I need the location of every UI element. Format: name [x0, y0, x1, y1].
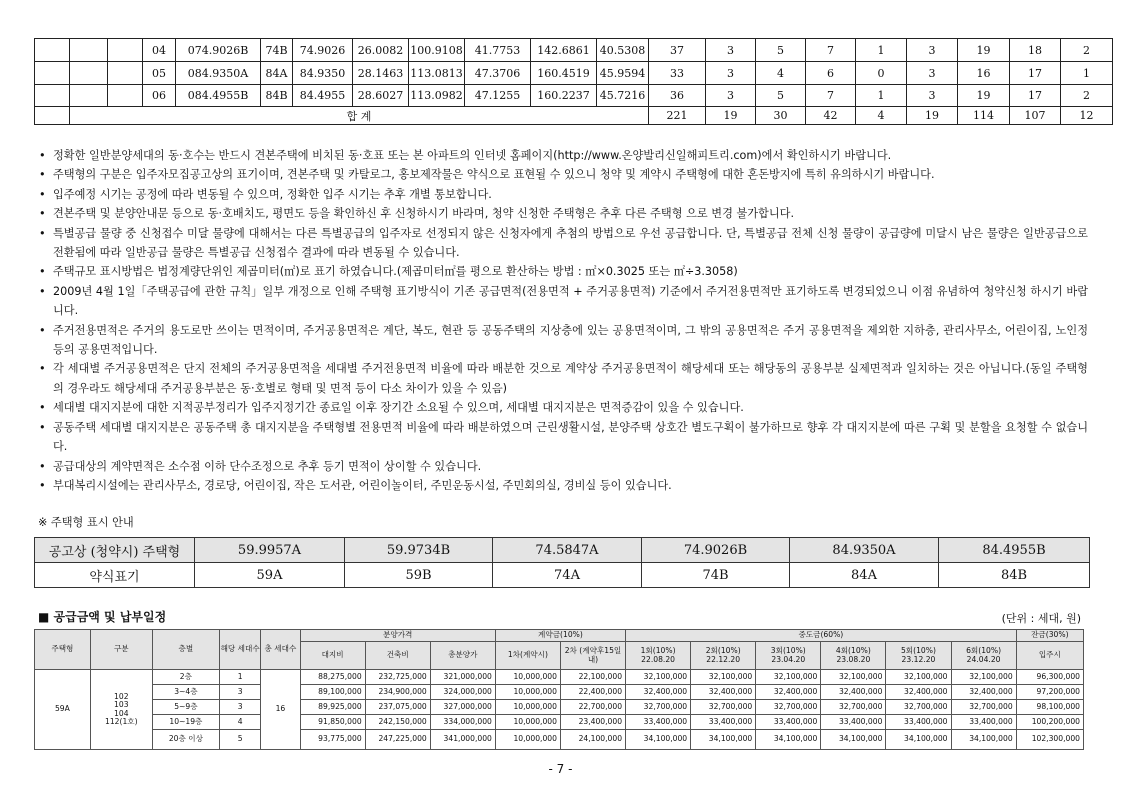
mid-cell: 32,700,000 [951, 700, 1016, 715]
header-mid-payment [821, 642, 886, 670]
supply-cell: 084.4955B [176, 85, 261, 107]
type-guide-cell: 84.4955B [939, 538, 1090, 563]
header-price-group: 분양가격 [300, 630, 495, 642]
units-cell: 4 [219, 715, 260, 730]
supply-cell: 160.2237 [531, 85, 597, 107]
bullet-icon: • [39, 401, 46, 415]
note-item [38, 146, 1088, 165]
mid-cell: 32,700,000 [756, 700, 821, 715]
note-text: 주택형의 구분은 입주자모집공고상의 표기이며, 견본주택 및 카탈로그, 홍보제작물은 약식으로 표현될 수 있으니 청약 및 계약시 주택형에 대한 혼돈방지에 특히 유의하시기 바랍니다. [53, 168, 935, 182]
mid-cell: 32,700,000 [886, 700, 951, 715]
supply-cell: 84.4955 [293, 85, 353, 107]
header-mid-payment [756, 642, 821, 670]
mid-cell: 33,400,000 [691, 715, 756, 730]
total-cell: 327,000,000 [430, 700, 495, 715]
supply-cell: 3 [907, 39, 958, 62]
note-item [38, 282, 1088, 321]
note-text: 세대별 대지지분에 대한 지적공부정리가 입주지정기간 종료일 이후 장기간 소요될 수 있으며, 세대별 대지지분은 면적증감이 있을 수 있습니다. [53, 401, 744, 415]
header-mid-payment [886, 642, 951, 670]
floor-cell: 2층 [152, 670, 219, 685]
header-mid-payment [691, 642, 756, 670]
type-guide-cell: 84B [939, 563, 1090, 588]
c2-cell: 24,100,000 [560, 730, 625, 750]
total-cell: 12 [1061, 107, 1113, 125]
supply-cell: 47.3706 [465, 62, 531, 85]
supply-cell: 19 [958, 85, 1010, 107]
note-item [38, 457, 1088, 476]
blank-cell [70, 85, 108, 107]
type-guide-cell: 84.9350A [790, 538, 939, 563]
mid-cell: 34,100,000 [886, 730, 951, 750]
supply-cell: 17 [1010, 85, 1061, 107]
supply-cell: 04 [143, 39, 176, 62]
note-item [38, 185, 1088, 204]
c2-cell: 23,400,000 [560, 715, 625, 730]
mid-cell: 33,400,000 [951, 715, 1016, 730]
supply-cell: 3 [907, 85, 958, 107]
note-item [38, 262, 1088, 281]
bullet-icon: • [39, 207, 46, 221]
mid-cell: 33,400,000 [626, 715, 691, 730]
mid-cell: 33,400,000 [886, 715, 951, 730]
header-floor: 층별 [152, 630, 219, 670]
note-text: 주거전용면적은 주거의 용도로만 쓰이는 면적이며, 주거공용면적은 계단, 복도, 현관 등 공동주택의 지상층에 있는 공용면적이며, 그 밖의 공용면적은 주거 공용면적을 제외한 지하층, 관리사무소, 어린이집, 노인정 등의 공용면적입니다. [53, 323, 1088, 357]
blank-cell [35, 62, 70, 85]
mid-cell: 32,400,000 [951, 685, 1016, 700]
mid-date: 24.04.20 [966, 654, 1001, 664]
supply-cell: 100.9108 [409, 39, 465, 62]
supply-cell: 36 [649, 85, 706, 107]
total-label: 합 계 [70, 107, 649, 125]
total-cell: 341,000,000 [430, 730, 495, 750]
supply-cell: 37 [649, 39, 706, 62]
total-cell: 114 [958, 107, 1010, 125]
land-cell: 89,100,000 [300, 685, 365, 700]
type-guide-label: 약식표기 [35, 563, 195, 588]
note-text: 공동주택 세대별 대지지분은 공동주택 총 대지지분을 주택형별 전용면적 비율에 따라 배분하였으며 근린생활시설, 분양주택 상호간 별도구획이 불가하므로 향후 각 대지지분에 따른 구획 및 분할을 요청할 수 없습니다. [53, 420, 1088, 454]
price-header-row [35, 630, 1084, 642]
mid-cell: 32,100,000 [951, 670, 1016, 685]
blank-cell [35, 85, 70, 107]
mid-cell: 34,100,000 [756, 730, 821, 750]
total-cell: 221 [649, 107, 706, 125]
mid-cell: 34,100,000 [626, 730, 691, 750]
supply-cell: 3 [706, 39, 756, 62]
supply-cell: 84A [261, 62, 293, 85]
type-guide-cell: 59B [345, 563, 493, 588]
note-text: 공급대상의 계약면적은 소수점 이하 단수조정으로 추후 등기 면적이 상이할 수 있습니다. [53, 459, 482, 473]
floor-cell: 10~19층 [152, 715, 219, 730]
building-cell: 237,075,000 [365, 700, 430, 715]
note-text: 주택규모 표시방법은 법정계량단위인 제곱미터(㎡)로 표기 하였습니다.(제곱미터㎡를 평으로 환산하는 방법 : ㎡×0.3025 또는 ㎡÷3.3058) [53, 265, 738, 279]
c1-cell: 10,000,000 [495, 670, 560, 685]
total-cell: 4 [856, 107, 907, 125]
supply-cell: 18 [1010, 39, 1061, 62]
unit-label: (단위 : 세대, 원) [1001, 612, 1081, 625]
supply-table [34, 38, 1113, 125]
units-cell: 3 [219, 685, 260, 700]
mid-label: 3회(10%) [770, 645, 806, 655]
type-guide-cell: 59.9957A [195, 538, 345, 563]
notes-list [38, 146, 1088, 495]
mid-label: 1회(10%) [640, 645, 676, 655]
price-row [35, 685, 1084, 700]
mid-label: 4회(10%) [835, 645, 871, 655]
land-cell: 93,775,000 [300, 730, 365, 750]
supply-cell: 28.1463 [353, 62, 409, 85]
bullet-icon: • [39, 187, 46, 201]
note-text: 특별공급 물량 중 신청접수 미달 물량에 대해서는 다른 특별공급의 입주자로 선정되지 않은 신청자에게 추첨의 방법으로 우선 공급합니다. 단, 특별공급 전체 신청 물량이 공급량에 미달시 남은 물량은 일반공급으로 전환됨에 따라 일반공급 물량은 특별공급 신청접수 결과에 따라 변동될 수 있습니다. [53, 226, 1088, 260]
supply-cell: 3 [907, 62, 958, 85]
supply-cell: 26.0082 [353, 39, 409, 62]
note-text: 입주예정 시기는 공정에 따라 변동될 수 있으며, 정확한 입주 시기는 추후 개별 통보합니다. [53, 187, 492, 201]
mid-cell: 32,700,000 [626, 700, 691, 715]
note-item [38, 418, 1088, 457]
type-guide-table [34, 537, 1090, 588]
note-text: 정확한 일반분양세대의 동·호수는 반드시 견본주택에 비치된 동·호표 또는 본 아파트의 인터넷 홈페이지(http://www.온양발리신일해피트리.com)에서 확인하시기 바랍니다. [53, 149, 892, 162]
note-item [38, 165, 1088, 184]
supply-cell: 28.6027 [353, 85, 409, 107]
blank-cell [70, 62, 108, 85]
price-section-title: ■ 공급금액 및 납부일정 [38, 610, 167, 624]
header-mid-payment [951, 642, 1016, 670]
c1-cell: 10,000,000 [495, 685, 560, 700]
supply-cell: 3 [706, 62, 756, 85]
balance-cell: 96,300,000 [1016, 670, 1083, 685]
units-cell: 3 [219, 700, 260, 715]
total-cell: 19 [907, 107, 958, 125]
type-cell: 59A [35, 670, 91, 750]
units-cell: 5 [219, 730, 260, 750]
mid-cell: 34,100,000 [821, 730, 886, 750]
bullet-icon: • [39, 420, 46, 434]
bullet-icon: • [39, 478, 46, 492]
units-cell: 1 [219, 670, 260, 685]
supply-cell: 113.0982 [409, 85, 465, 107]
total-cell: 321,000,000 [430, 670, 495, 685]
supply-row [35, 85, 1113, 107]
supply-row [35, 62, 1113, 85]
type-guide-cell: 74.5847A [493, 538, 642, 563]
mid-cell: 32,100,000 [886, 670, 951, 685]
total-cell: 324,000,000 [430, 685, 495, 700]
building-cell: 247,225,000 [365, 730, 430, 750]
note-text: 견본주택 및 분양안내문 등으로 동·호배치도, 평면도 등을 확인하신 후 신청하시기 바라며, 청약 신청한 주택형은 추후 다른 주택형 으로 변경 불가합니다. [53, 207, 795, 221]
bullet-icon: • [39, 284, 46, 298]
header-contract-group: 계약금(10%) [495, 630, 625, 642]
supply-cell: 74.9026 [293, 39, 353, 62]
mid-label: 5회(10%) [900, 645, 936, 655]
note-item [38, 204, 1088, 223]
supply-cell: 05 [143, 62, 176, 85]
supply-cell: 17 [1010, 62, 1061, 85]
header-type: 주택형 [35, 630, 91, 670]
type-guide-cell: 59A [195, 563, 345, 588]
bullet-icon: • [39, 265, 46, 279]
supply-cell: 16 [958, 62, 1010, 85]
header-mid-group: 중도금(60%) [626, 630, 1017, 642]
supply-cell: 33 [649, 62, 706, 85]
mid-date: 22.12.20 [706, 654, 741, 664]
supply-cell: 40.5308 [597, 39, 649, 62]
note-item [38, 398, 1088, 417]
header-total-units: 총 세대수 [261, 630, 300, 670]
header-move-in: 입주시 [1016, 642, 1083, 670]
floor-cell: 20층 이상 [152, 730, 219, 750]
mid-cell: 33,400,000 [821, 715, 886, 730]
mid-cell: 33,400,000 [756, 715, 821, 730]
price-row [35, 730, 1084, 750]
type-guide-cell: 59.9734B [345, 538, 493, 563]
balance-cell: 102,300,000 [1016, 730, 1083, 750]
supply-cell: 1 [856, 85, 907, 107]
supply-cell: 84B [261, 85, 293, 107]
price-row [35, 700, 1084, 715]
blank-cell [108, 39, 143, 62]
blank-cell [70, 39, 108, 62]
supply-row [35, 39, 1113, 62]
blank-cell [35, 107, 70, 125]
balance-cell: 98,100,000 [1016, 700, 1083, 715]
supply-cell: 41.7753 [465, 39, 531, 62]
price-row [35, 670, 1084, 685]
supply-cell: 45.9594 [597, 62, 649, 85]
header-total-price: 총분양가 [430, 642, 495, 670]
bullet-icon: • [39, 149, 46, 162]
supply-cell: 6 [806, 62, 856, 85]
supply-cell: 1 [1061, 62, 1113, 85]
header-contract-1: 1차(계약시) [495, 642, 560, 670]
mid-date: 23.04.20 [771, 654, 806, 664]
c1-cell: 10,000,000 [495, 700, 560, 715]
total-cell: 30 [756, 107, 806, 125]
mid-cell: 32,100,000 [756, 670, 821, 685]
supply-cell: 19 [958, 39, 1010, 62]
total-row [35, 107, 1113, 125]
blank-cell [108, 85, 143, 107]
type-guide-cell: 74B [642, 563, 790, 588]
building-cell: 232,725,000 [365, 670, 430, 685]
price-table [34, 629, 1084, 750]
mid-cell: 34,100,000 [691, 730, 756, 750]
header-mid-payment [626, 642, 691, 670]
header-division: 구분 [90, 630, 152, 670]
type-guide-row [35, 538, 1090, 563]
note-item [38, 321, 1088, 360]
c2-cell: 22,400,000 [560, 685, 625, 700]
type-guide-label: 공고상 (청약시) 주택형 [35, 538, 195, 563]
floor-cell: 3~4층 [152, 685, 219, 700]
type-guide-cell: 74.9026B [642, 538, 790, 563]
total-cell: 107 [1010, 107, 1061, 125]
note-text: 각 세대별 주거공용면적은 단지 전체의 주거공용면적을 세대별 주거전용면적 비율에 따라 배분한 것으로 계약상 주거공용면적이 해당세대 또는 해당동의 공용부분 실제면적과 일치하는 것은 아닙니다.(동일 주택형의 경우라도 해당세대 주거공용부분은 동·호별로 형태 및 면적 등이 다소 차이가 있을 수 있음) [53, 362, 1088, 395]
mid-cell: 34,100,000 [951, 730, 1016, 750]
note-text: 2009년 4월 1일「주택공급에 관한 규칙」일부 개정으로 인해 주택형 표기방식이 기존 공급면적(전용면적 + 주거공용면적) 기준에서 주거전용면적만 표기하도록 변경되었으니 이점 유념하여 청약신청 하시기 바랍니다. [53, 284, 1088, 318]
total-units-cell: 16 [261, 670, 300, 750]
c1-cell: 10,000,000 [495, 730, 560, 750]
header-balance-group: 잔금(30%) [1016, 630, 1083, 642]
header-contract-2: 2차 (계약후15일내) [560, 642, 625, 670]
note-text: 부대복리시설에는 관리사무소, 경로당, 어린이집, 작은 도서관, 어린이놀이터, 주민운동시설, 주민회의실, 경비실 등이 있습니다. [53, 478, 672, 492]
supply-cell: 84.9350 [293, 62, 353, 85]
division-cell: 102 103 104 112(1호) [90, 670, 152, 750]
mid-cell: 32,400,000 [691, 685, 756, 700]
bullet-icon: • [39, 459, 46, 473]
land-cell: 89,925,000 [300, 700, 365, 715]
supply-cell: 74B [261, 39, 293, 62]
price-row [35, 715, 1084, 730]
bullet-icon: • [39, 323, 46, 337]
c2-cell: 22,700,000 [560, 700, 625, 715]
balance-cell: 97,200,000 [1016, 685, 1083, 700]
header-building: 건축비 [365, 642, 430, 670]
mid-cell: 32,400,000 [821, 685, 886, 700]
floor-cell: 5~9층 [152, 700, 219, 715]
supply-cell: 47.1255 [465, 85, 531, 107]
mid-label: 6회(10%) [966, 645, 1002, 655]
supply-cell: 7 [806, 39, 856, 62]
supply-cell: 1 [856, 39, 907, 62]
land-cell: 91,850,000 [300, 715, 365, 730]
supply-cell: 0 [856, 62, 907, 85]
total-cell: 19 [706, 107, 756, 125]
mid-cell: 32,400,000 [626, 685, 691, 700]
mid-cell: 32,100,000 [821, 670, 886, 685]
supply-cell: 2 [1061, 39, 1113, 62]
building-cell: 234,900,000 [365, 685, 430, 700]
balance-cell: 100,200,000 [1016, 715, 1083, 730]
building-cell: 242,150,000 [365, 715, 430, 730]
mid-date: 23.08.20 [836, 654, 871, 664]
supply-cell: 45.7216 [597, 85, 649, 107]
type-guide-title: ※ 주택형 표시 안내 [38, 516, 134, 529]
supply-cell: 4 [756, 62, 806, 85]
total-cell: 334,000,000 [430, 715, 495, 730]
supply-cell: 06 [143, 85, 176, 107]
mid-cell: 32,100,000 [626, 670, 691, 685]
bullet-icon: • [39, 362, 46, 376]
supply-cell: 5 [756, 85, 806, 107]
mid-cell: 32,700,000 [691, 700, 756, 715]
type-guide-cell: 84A [790, 563, 939, 588]
supply-cell: 113.0813 [409, 62, 465, 85]
bullet-icon: • [39, 226, 46, 240]
note-item [38, 224, 1088, 263]
total-cell: 42 [806, 107, 856, 125]
note-item [38, 476, 1088, 495]
mid-cell: 32,400,000 [756, 685, 821, 700]
supply-cell: 074.9026B [176, 39, 261, 62]
note-item [38, 359, 1088, 398]
supply-cell: 3 [706, 85, 756, 107]
bullet-icon: • [39, 168, 46, 182]
supply-cell: 5 [756, 39, 806, 62]
supply-cell: 7 [806, 85, 856, 107]
supply-cell: 142.6861 [531, 39, 597, 62]
header-units: 해당 세대수 [219, 630, 260, 670]
mid-date: 23.12.20 [901, 654, 936, 664]
page-number: - 7 - [548, 762, 573, 776]
supply-cell: 2 [1061, 85, 1113, 107]
supply-cell: 084.9350A [176, 62, 261, 85]
mid-cell: 32,700,000 [821, 700, 886, 715]
c2-cell: 22,100,000 [560, 670, 625, 685]
type-guide-cell: 74A [493, 563, 642, 588]
header-land: 대지비 [300, 642, 365, 670]
land-cell: 88,275,000 [300, 670, 365, 685]
mid-label: 2회(10%) [705, 645, 741, 655]
mid-date: 22.08.20 [641, 654, 675, 664]
type-guide-row [35, 563, 1090, 588]
mid-cell: 32,400,000 [886, 685, 951, 700]
mid-cell: 32,100,000 [691, 670, 756, 685]
blank-cell [35, 39, 70, 62]
blank-cell [108, 62, 143, 85]
supply-cell: 160.4519 [531, 62, 597, 85]
c1-cell: 10,000,000 [495, 715, 560, 730]
